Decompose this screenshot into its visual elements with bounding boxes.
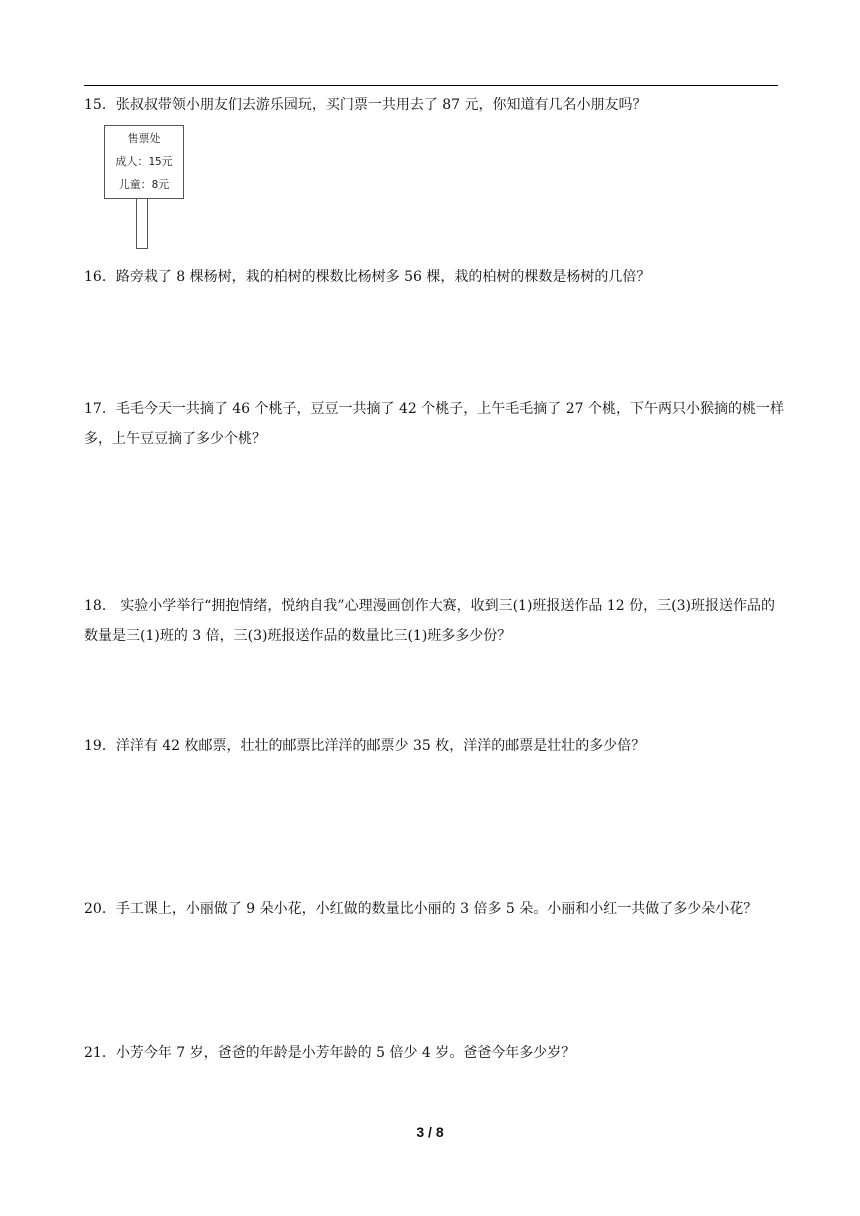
- question-number: 16．: [84, 269, 116, 285]
- question-number: 21．: [84, 1045, 116, 1061]
- ticket-sign: [104, 125, 184, 199]
- question-text: 张叔叔带领小朋友们去游乐园玩，买门票一共用去了 87 元，你知道有几名小朋友吗？: [115, 97, 647, 113]
- question-text: 洋洋有 42 枚邮票，壮壮的邮票比洋洋的邮票少 35 枚，洋洋的邮票是壮壮的多少倍？: [115, 738, 646, 754]
- question-number: 18．: [84, 598, 116, 614]
- question-17: [84, 394, 784, 454]
- question-number: 20．: [84, 901, 116, 917]
- page-number: 3 / 8: [416, 1124, 444, 1140]
- question-text: 路旁栽了 8 棵杨树，栽的柏树的棵数比杨树多 56 棵，栽的柏树的棵数是杨树的几倍？: [115, 269, 651, 285]
- ticket-sign-post: [136, 199, 148, 249]
- question-number: 15．: [84, 97, 116, 113]
- question-20: [84, 894, 784, 924]
- question-number: 17．: [84, 401, 116, 417]
- question-text: 毛毛今天一共摘了 46 个桃子，豆豆一共摘了 42 个桃子，上午毛毛摘了 27 个桃，下午两只小猴摘的桃一样多，上午豆豆摘了多少个桃？: [84, 401, 784, 447]
- question-text: 实验小学举行“拥抱情绪，悦纳自我”心理漫画创作大赛，收到三(1)班报送作品 12 份，三(3)班报送作品的数量是三(1)班的 3 倍，三(3)班报送作品的数量比三(1)班多多少份？: [84, 598, 775, 644]
- ticket-sign-title: 售票处: [127, 132, 161, 145]
- question-19: [84, 731, 784, 761]
- ticket-price-adult: 成人：15元: [115, 155, 173, 168]
- question-21: [84, 1038, 784, 1068]
- question-text: 手工课上，小丽做了 9 朵小花，小红做的数量比小丽的 3 倍多 5 朵。小丽和小红一共做了多少朵小花？: [115, 901, 758, 917]
- question-18: [84, 591, 784, 651]
- question-text: 小芳今年 7 岁，爸爸的年龄是小芳年龄的 5 倍少 4 岁。爸爸今年多少岁？: [115, 1045, 576, 1061]
- question-16: [84, 262, 784, 292]
- question-15: [84, 90, 784, 120]
- ticket-price-child: 儿童：8元: [118, 178, 170, 191]
- header-rule: [84, 85, 778, 86]
- question-number: 19．: [84, 738, 116, 754]
